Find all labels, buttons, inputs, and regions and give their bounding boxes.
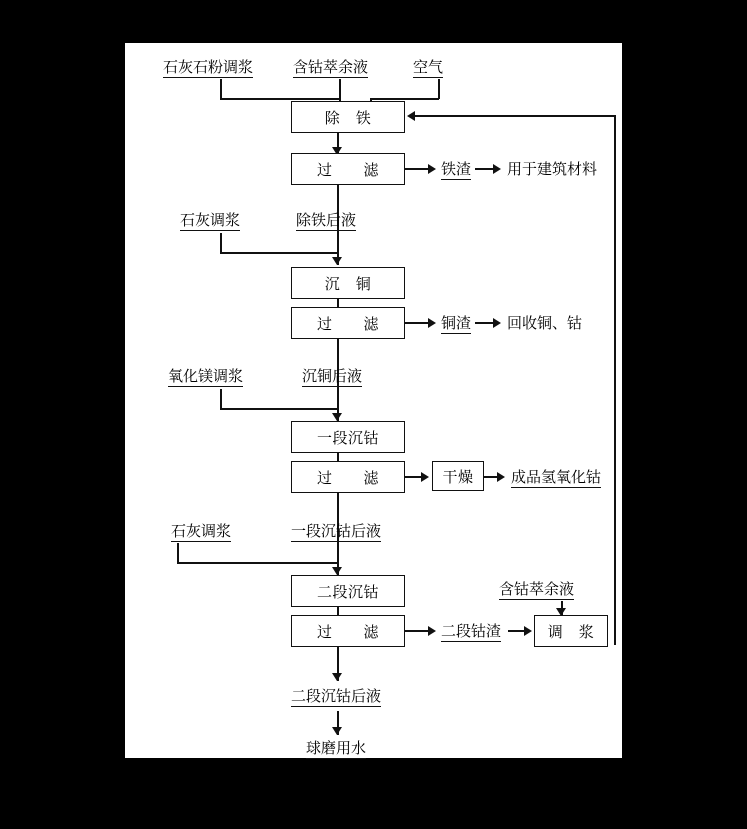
input-lime-slurry-1: 石灰调浆	[180, 211, 241, 229]
input-limestone-slurry: 石灰石粉调浆	[163, 58, 254, 76]
arrow-into-co1	[332, 413, 342, 421]
box-iron-removal[interactable]: 除 铁	[291, 101, 405, 133]
arrow-drying-to-product	[497, 472, 505, 482]
arrow-to-ball-mill	[332, 727, 342, 735]
output-construction-material: 用于建筑材料	[507, 160, 598, 178]
connector-filter1-right	[405, 168, 430, 170]
box-filter-4[interactable]: 过 滤	[291, 615, 405, 647]
arrow-co2slag-to-slurry	[524, 626, 532, 636]
connector-mgo-down	[220, 389, 222, 409]
input-lime-slurry-2: 石灰调浆	[171, 522, 232, 540]
connector-cuslag-right	[475, 322, 495, 324]
arrow-filter2-to-cuslag	[428, 318, 436, 328]
connector-filter4-right	[405, 630, 430, 632]
input-magnesium-oxide-slurry: 氧化镁调浆	[168, 367, 244, 385]
input-after-cobalt-stage1-liquid: 一段沉钴后液	[291, 522, 382, 540]
output-iron-slag: 铁渣	[441, 160, 472, 178]
output-stage2-cobalt-slag: 二段钴渣	[441, 622, 502, 640]
connector-lime1-down	[220, 233, 222, 253]
output-after-cobalt-stage2-liquid: 二段沉钴后液	[291, 687, 382, 705]
connector-air-down	[438, 79, 440, 99]
input-after-copper-liquid: 沉铜后液	[302, 367, 363, 385]
input-cobalt-raffinate-top: 含钴萃余液	[293, 58, 369, 76]
flowchart-sheet	[125, 43, 622, 758]
input-after-iron-removal-liquid: 除铁后液	[296, 211, 357, 229]
arrow-into-cu	[332, 257, 342, 265]
arrow-feslag-to-use	[493, 164, 501, 174]
box-slurry-conditioning[interactable]: 调 浆	[534, 615, 608, 647]
connector-limestone-right	[220, 98, 340, 100]
box-copper-precipitation[interactable]: 沉 铜	[291, 267, 405, 299]
output-cobalt-hydroxide-product: 成品氢氧化钴	[511, 468, 602, 486]
box-cobalt-precipitation-stage-1[interactable]: 一段沉钴	[291, 421, 405, 453]
arrow-into-co2	[332, 567, 342, 575]
connector-limestone-down	[220, 79, 222, 99]
input-air: 空气	[413, 58, 444, 76]
connector-recycle-top	[410, 115, 615, 117]
connector-raffinate-down	[339, 79, 341, 99]
box-cobalt-precipitation-stage-2[interactable]: 二段沉钴	[291, 575, 405, 607]
arrow-filter1-to-feslag	[428, 164, 436, 174]
connector-recycle-right	[614, 115, 616, 645]
arrow-cuslag-to-recovery	[493, 318, 501, 328]
connector-air-left	[370, 98, 439, 100]
output-ball-mill-water: 球磨用水	[306, 739, 367, 757]
arrow-filter3-to-drying	[421, 472, 429, 482]
connector-feslag-right	[475, 168, 495, 170]
arrow-filter4-to-co2slag	[428, 626, 436, 636]
output-copper-slag: 铜渣	[441, 314, 472, 332]
box-filter-3[interactable]: 过 滤	[291, 461, 405, 493]
connector-lime2-down	[177, 543, 179, 563]
connector-lime2-right	[177, 562, 339, 564]
arrow-filter4-to-after-co2	[332, 673, 342, 681]
output-copper-cobalt-recovery: 回收铜、钴	[507, 314, 583, 332]
connector-lime1-right	[220, 252, 339, 254]
input-cobalt-raffinate-bottom: 含钴萃余液	[499, 580, 575, 598]
box-drying[interactable]: 干燥	[432, 461, 484, 491]
box-filter-1[interactable]: 过 滤	[291, 153, 405, 185]
connector-filter2-right	[405, 322, 430, 324]
arrow-recycle-into-fe	[407, 111, 415, 121]
box-filter-2[interactable]: 过 滤	[291, 307, 405, 339]
connector-mgo-right	[220, 408, 339, 410]
